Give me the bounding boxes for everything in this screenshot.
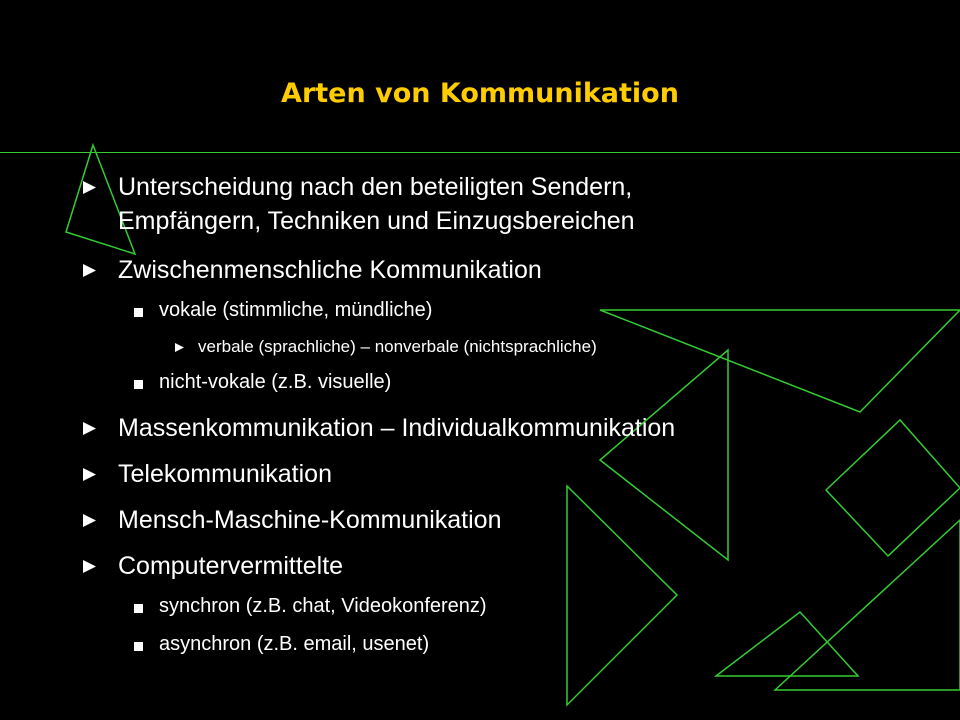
triangle-shape — [600, 350, 728, 560]
triangle-shape — [716, 612, 858, 676]
square-bullet-icon — [134, 642, 143, 651]
bullet-text-line: Mensch-Maschine-Kommunikation — [118, 506, 502, 534]
slide-title: Arten von Kommunikation — [281, 78, 679, 109]
bullet-text-line: Unterscheidung nach den beteiligten Sendern, — [118, 173, 633, 201]
diamond-bullet-icon — [83, 422, 96, 435]
bullet-item — [118, 549, 343, 583]
bullet-text-line: verbale (sprachliche) – nonverbale (nichtsprachliche) — [198, 337, 597, 356]
bullet-item — [159, 369, 391, 395]
bullet-item — [118, 411, 675, 445]
triangle-shape — [775, 520, 960, 690]
square-bullet-icon — [134, 380, 143, 389]
triangle-shape — [567, 486, 677, 705]
bullet-text-line: Telekommunikation — [118, 460, 332, 488]
title-divider-line — [0, 152, 960, 153]
diamond-bullet-icon — [83, 181, 96, 194]
bullet-item — [198, 336, 597, 358]
bullet-text-line: asynchron (z.B. email, usenet) — [159, 633, 430, 655]
diamond-bullet-icon — [83, 468, 96, 481]
triangle-shape — [826, 420, 960, 556]
bullet-item — [118, 170, 635, 238]
square-bullet-icon — [134, 604, 143, 613]
bullet-text-line: Massenkommunikation – Individualkommunikation — [118, 414, 676, 442]
bullet-item — [118, 503, 501, 537]
bullet-text-line: Empfängern, Techniken und Einzugsbereichen — [118, 207, 635, 235]
triangle-shape — [600, 310, 960, 412]
bullet-item — [159, 593, 487, 619]
bullet-item — [159, 297, 432, 323]
diamond-bullet-icon — [83, 514, 96, 527]
diamond-bullet-icon — [83, 560, 96, 573]
diamond-bullet-icon — [83, 264, 96, 277]
square-bullet-icon — [134, 308, 143, 317]
bullet-item — [118, 253, 542, 287]
bullet-text-line: nicht-vokale (z.B. visuelle) — [159, 371, 392, 393]
bullet-text-line: vokale (stimmliche, mündliche) — [159, 299, 433, 321]
bullet-text-line: synchron (z.B. chat, Videokonferenz) — [159, 595, 487, 617]
bullet-text-line: Zwischenmenschliche Kommunikation — [118, 256, 542, 284]
bullet-item — [159, 631, 429, 657]
diamond-bullet-icon — [175, 343, 184, 352]
bullet-item — [118, 457, 332, 491]
bullet-text-line: Computervermittelte — [118, 552, 344, 580]
